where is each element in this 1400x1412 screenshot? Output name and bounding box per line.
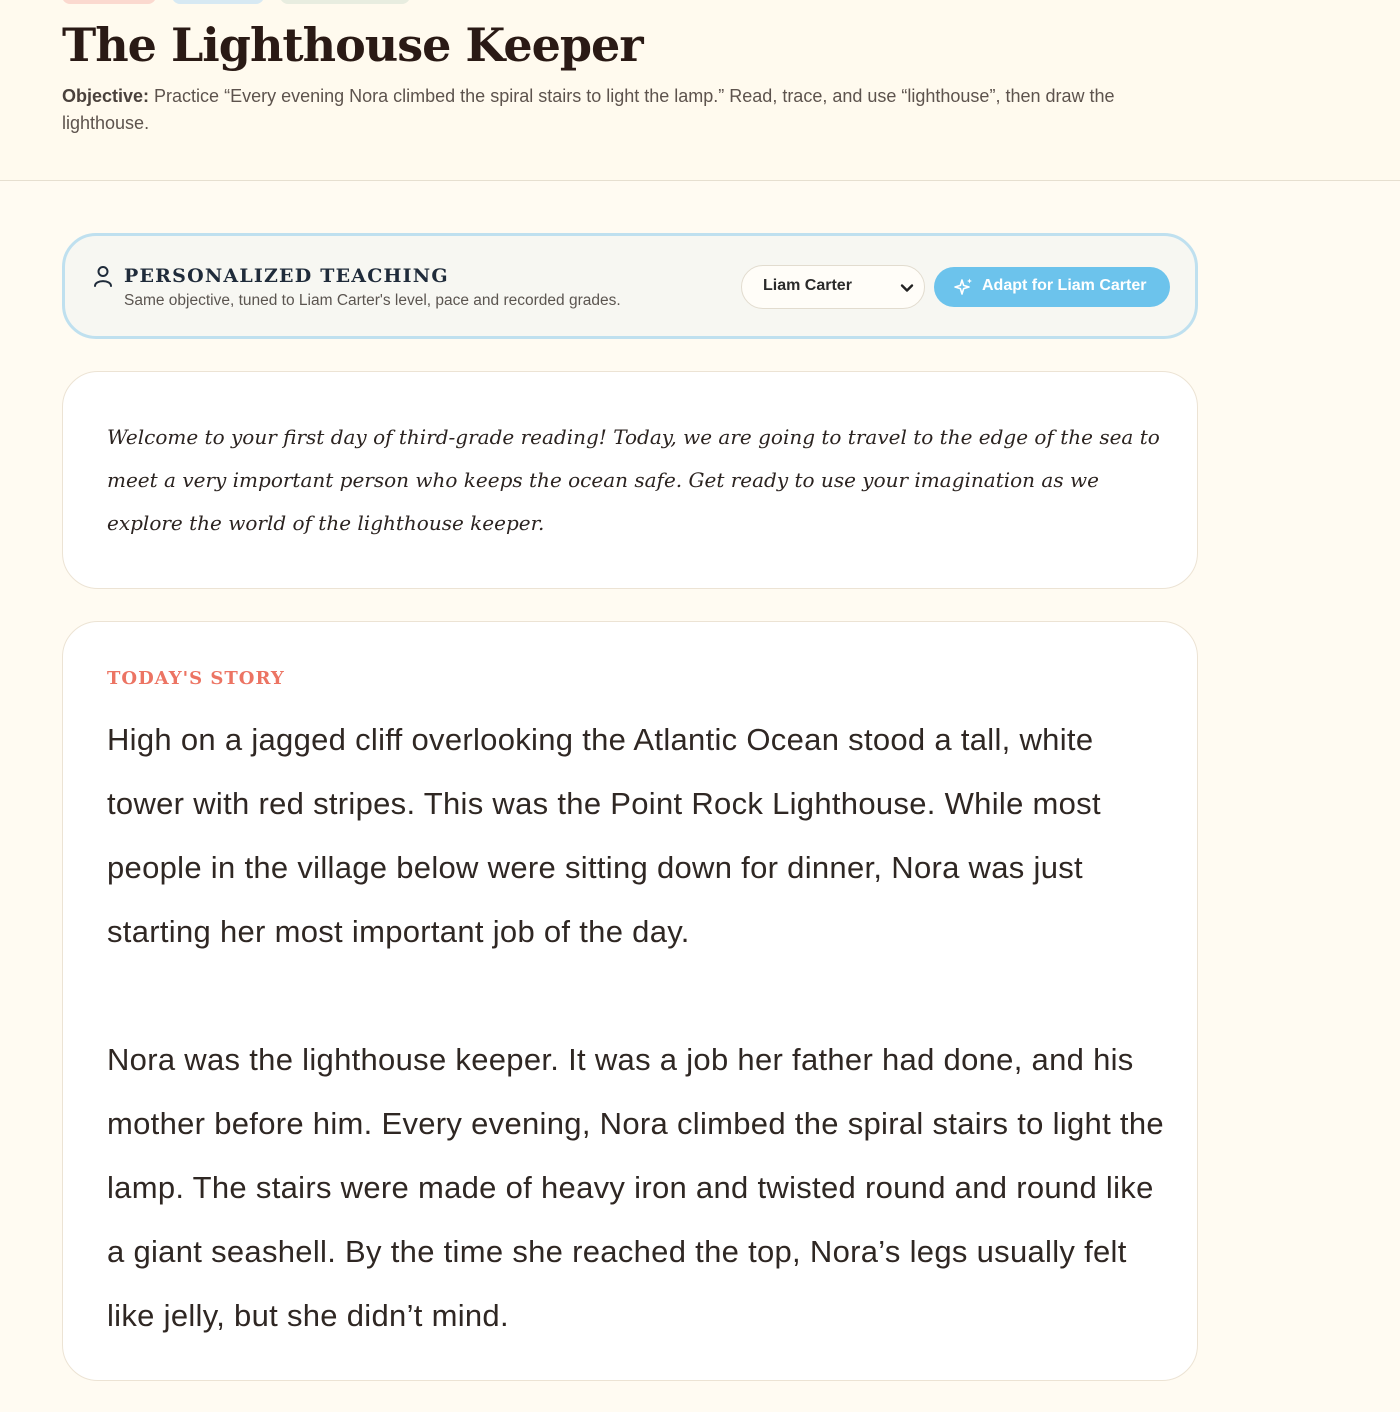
objective-label: Objective: bbox=[62, 86, 150, 106]
lesson-header bbox=[0, 0, 1400, 181]
story-paragraph: High on a jagged cliff overlooking the Atlantic Ocean stood a tall, white tower with red stripes. This was the Point Rock Lighthouse. While most people in the village below were sitting down for dinner, Nora was just starting her most important job of the day. bbox=[107, 722, 1101, 949]
tag-chip[interactable] bbox=[172, 0, 264, 4]
objective-text: Practice “Every evening Nora climbed the spiral stairs to light the lamp.” Read, trace, and use “lighthouse”, then draw the lighthouse. bbox=[62, 86, 1115, 133]
story-card bbox=[62, 621, 1198, 1381]
story-paragraph: Nora was the lighthouse keeper. It was a job her father had done, and his mother before him. Every evening, Nora climbed the spiral stairs to light the lamp. The stairs were made of heavy iron and twisted round and round like a giant seashell. By the time she reached the top, Nora’s legs usually felt like jelly, but she didn’t mind. bbox=[107, 1042, 1164, 1333]
header-tags bbox=[62, 0, 410, 4]
tag-chip[interactable] bbox=[280, 0, 410, 4]
panel-title: PERSONALIZED TEACHING bbox=[124, 265, 449, 287]
story-label: TODAY'S STORY bbox=[107, 668, 285, 689]
sparkle-icon bbox=[954, 277, 974, 297]
student-select[interactable] bbox=[741, 265, 925, 309]
page-title: The Lighthouse Keeper bbox=[62, 18, 643, 72]
story-text bbox=[107, 708, 1177, 1412]
tag-chip[interactable] bbox=[62, 0, 156, 4]
welcome-text: Welcome to your first day of third-grade reading! Today, we are going to travel to the edge of the sea to meet a very important person who keeps the ocean safe. Get ready to use your imagination as we explore the world of the lighthouse keeper. bbox=[107, 425, 1160, 535]
adapt-button[interactable] bbox=[934, 267, 1170, 307]
objective bbox=[62, 83, 1162, 137]
chevron-down-icon bbox=[900, 281, 914, 295]
personalized-teaching-panel bbox=[62, 233, 1198, 339]
welcome-card bbox=[62, 371, 1198, 589]
person-icon bbox=[93, 265, 113, 287]
adapt-button-label: Adapt for Liam Carter bbox=[982, 277, 1147, 294]
panel-subtitle: Same objective, tuned to Liam Carter's level, pace and recorded grades. bbox=[124, 292, 621, 309]
student-select-value: Liam Carter bbox=[763, 277, 852, 294]
